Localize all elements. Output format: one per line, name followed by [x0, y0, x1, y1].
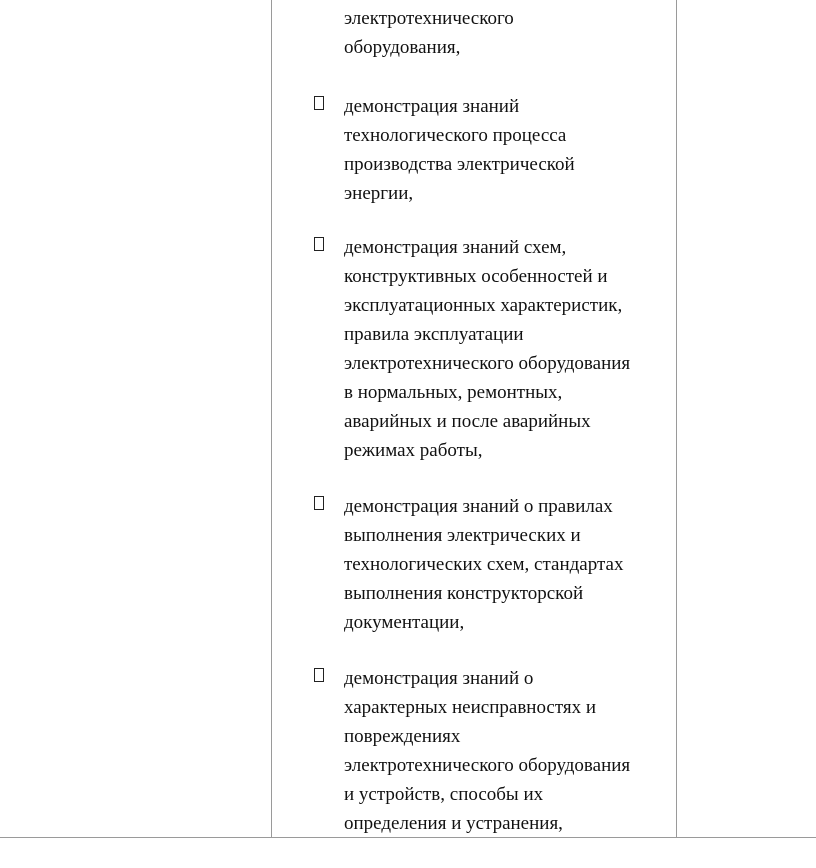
intro-text [344, 4, 674, 62]
text-line: аварийных и после аварийных [344, 411, 591, 432]
list-item-text [344, 92, 680, 208]
text-line: документации, [344, 612, 465, 633]
text-line: эксплуатационных характеристик, [344, 295, 623, 316]
text-line: выполнения конструкторской [344, 583, 584, 604]
intro-line: электротехнического [344, 8, 514, 29]
text-line: демонстрация знаний [344, 96, 520, 117]
text-line: демонстрация знаний о правилах [344, 496, 613, 517]
table-cell-content [272, 0, 676, 838]
list-item-text [344, 664, 680, 838]
list-item-text [344, 233, 680, 465]
text-line: конструктивных особенностей и [344, 266, 608, 287]
intro-line: оборудования, [344, 37, 461, 58]
text-line: и устройств, способы их [344, 784, 544, 805]
text-line: выполнения электрических и [344, 525, 581, 546]
text-line: энергии, [344, 183, 414, 204]
text-line: электротехнического оборудования [344, 755, 631, 776]
text-line: демонстрация знаний схем, [344, 237, 567, 258]
text-line: правила эксплуатации [344, 324, 524, 345]
text-line: производства электрической [344, 154, 575, 175]
checkbox-bullet-icon [314, 96, 324, 110]
checkbox-bullet-icon [314, 668, 324, 682]
text-line: электротехнического оборудования [344, 353, 631, 374]
text-line: в нормальных, ремонтных, [344, 382, 563, 403]
text-line: технологического процесса [344, 125, 567, 146]
checkbox-bullet-icon [314, 237, 324, 251]
text-line: режимах работы, [344, 440, 483, 461]
text-line: характерных неисправностях и [344, 697, 597, 718]
checkbox-bullet-icon [314, 496, 324, 510]
text-line: технологических схем, стандартах [344, 554, 624, 575]
text-line: повреждениях [344, 726, 461, 747]
text-line: определения и устранения, [344, 813, 563, 834]
list-item-text [344, 492, 680, 637]
text-line: демонстрация знаний о [344, 668, 534, 689]
